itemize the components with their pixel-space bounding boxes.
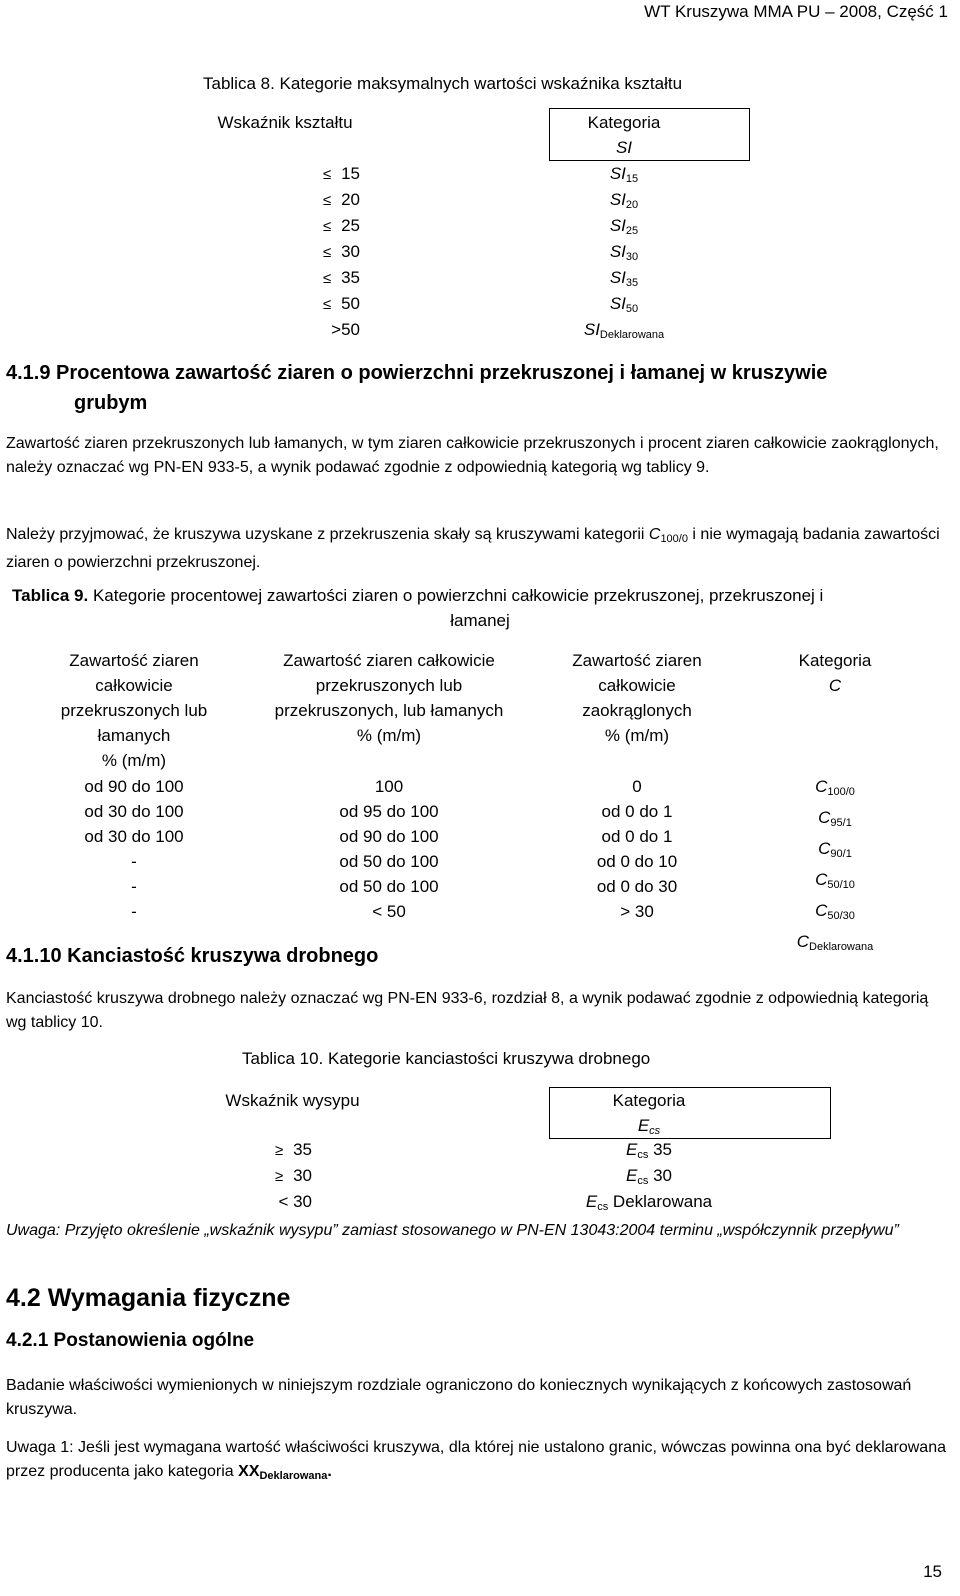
- table8-row-category: [549, 190, 699, 211]
- table9-col4-cell-2: [755, 836, 915, 867]
- table10-category-sub: cs: [637, 1149, 649, 1161]
- table9-col3-cell-1: od 0 do 1: [601, 802, 673, 821]
- table9-h1-line-3: łamanych: [97, 726, 171, 745]
- less-or-equal-icon: ≤: [322, 296, 332, 313]
- table8-row-category: [549, 164, 699, 185]
- table10-category-symbol: E: [585, 1192, 598, 1211]
- section-4-1-10-paragraph: Kanciastość kruszywa drobnego należy oznaczać wg PN-EN 933-6, rozdział 8, a wynik podawać zgodnie z odpowiednią kategorią wg tablicy 10.: [6, 990, 929, 1031]
- table10-category-sub: cs: [597, 1201, 609, 1213]
- table9-col1-cell-5: -: [131, 902, 137, 921]
- table8-value-text: 50: [341, 294, 360, 313]
- running-header: WT Kruszywa MMA PU – 2008, Część 1: [644, 2, 948, 21]
- table9-h2-line-0: Zawartość ziaren całkowicie: [283, 651, 495, 670]
- table9-col1-cell-0: od 90 do 100: [84, 777, 184, 796]
- table8-col1-header: Wskaźnik kształtu: [217, 113, 353, 132]
- table9-header-col1: [34, 648, 234, 773]
- table9-col1-cell-3: -: [131, 852, 137, 871]
- table10-category-symbol: E: [626, 1140, 638, 1159]
- table9-col4-cell-3: [755, 867, 915, 898]
- table8-category-symbol: SI: [583, 320, 600, 339]
- table8-category-symbol: SI: [609, 268, 626, 287]
- table8-row-category: [549, 268, 699, 289]
- table9-col4-cell-0: [755, 774, 915, 805]
- table9-col2-cell-2: od 90 do 100: [339, 827, 439, 846]
- table8-row-value: [200, 268, 360, 288]
- table9-category-sub: 90/1: [830, 848, 852, 860]
- table10-category-rest: 35: [648, 1140, 672, 1159]
- greater-or-equal-icon: ≥: [274, 1168, 284, 1185]
- table10-row-category: [549, 1140, 749, 1161]
- table8-row-category: [549, 320, 699, 341]
- table9-category-sub: 95/1: [830, 817, 852, 829]
- table9-header-col4: [755, 648, 915, 698]
- table9-caption-cont: łamanej: [450, 611, 510, 630]
- table8-row-category: [549, 242, 699, 263]
- table8-value-text: 15: [341, 164, 360, 183]
- table9-col1-cell-1: od 30 do 100: [84, 802, 184, 821]
- table8-category-symbol: SI: [609, 242, 626, 261]
- table9-col1-cell-4: -: [131, 877, 137, 896]
- table9-col3-cell-5: > 30: [620, 902, 654, 921]
- greater-or-equal-icon: ≥: [274, 1142, 284, 1159]
- table8-category-sub: 50: [625, 303, 639, 315]
- section-4-1-9-paragraph-2: Należy przyjmować, że kruszywa uzyskane z przekruszenia skały są kruszywami kategorii $C_{100/0}$ i nie wymagają badania zawartości ziaren o powierzchni przekruszonej.: [6, 526, 940, 571]
- table8-row-category: [549, 216, 699, 237]
- table9-col4-cell-1: [755, 805, 915, 836]
- section-4-2-heading: 4.2 Wymagania fizyczne: [6, 1284, 291, 1312]
- section-4-2-1-heading: 4.2.1 Postanowienia ogólne: [6, 1330, 255, 1351]
- table9-h4-line-1: C: [828, 676, 842, 695]
- table10-value-text: 35: [293, 1140, 312, 1159]
- table10-row-category: [549, 1166, 749, 1187]
- table8-category-symbol: SI: [609, 190, 626, 209]
- table9-col2-cell-5: < 50: [372, 902, 406, 921]
- table9-category-sub: 100/0: [827, 786, 855, 798]
- table10-category-rest: Deklarowana: [608, 1192, 713, 1211]
- section-4-2-1-paragraph-2: Uwaga 1: Jeśli jest wymagana wartość właściwości kruszywa, dla której nie ustalono granic, wówczas powinna ona być deklarowana przez producenta jako kategoria $XX_{Deklarowana}$.: [6, 1439, 946, 1482]
- less-or-equal-icon: ≤: [322, 192, 332, 209]
- table8-col2-header: Kategoria SI: [587, 113, 661, 157]
- table10-row-value: [200, 1140, 312, 1160]
- table8-value-text: >50: [331, 320, 360, 339]
- less-or-equal-icon: ≤: [322, 244, 332, 261]
- less-or-equal-icon: ≤: [322, 166, 332, 183]
- table9-category-symbol: C: [818, 808, 831, 827]
- section-4-1-9-heading-cont: grubym: [74, 392, 148, 414]
- table9-h2-line-3: % (m/m): [356, 726, 422, 745]
- table9-category-sub: Deklarowana: [809, 941, 874, 953]
- table10-caption: Tablica 10. Kategorie kanciastości kruszywa drobnego: [242, 1049, 651, 1068]
- table9-col4: [755, 774, 915, 960]
- table9-header-col3: [537, 648, 737, 748]
- table8-category-sub: 15: [625, 173, 639, 185]
- table9-col2-cell-4: od 50 do 100: [339, 877, 439, 896]
- table8-category-sub: 30: [625, 251, 639, 263]
- table9-category-symbol: C: [818, 839, 831, 858]
- table9-col3-cell-3: od 0 do 10: [596, 852, 678, 871]
- table8-row-value: [200, 164, 360, 184]
- table9-category-symbol: C: [796, 932, 810, 951]
- table10-category-symbol: E: [626, 1166, 638, 1185]
- table8-value-text: 20: [341, 190, 360, 209]
- table8-category-sub: Deklarowana: [599, 329, 665, 341]
- table8-value-text: 30: [341, 242, 360, 261]
- table10-category-rest: 30: [648, 1166, 672, 1185]
- table9-col3-cell-2: od 0 do 1: [601, 827, 673, 846]
- table8-category-sub: 20: [625, 199, 639, 211]
- section-4-2-1-paragraph-1: Badanie właściwości wymienionych w niniejszym rozdziale ograniczono do koniecznych wynikających z końcowych zastosowań kruszywa.: [6, 1377, 912, 1418]
- table9-col2: [249, 774, 529, 924]
- table9-col1-cell-2: od 30 do 100: [84, 827, 184, 846]
- table10-value-text: < 30: [278, 1192, 312, 1211]
- table9-category-symbol: C: [815, 901, 828, 920]
- table8-row-value: [200, 216, 360, 236]
- table9-caption: Tablica 9. Kategorie procentowej zawartości ziaren o powierzchni całkowicie przekruszonej, przekruszonej i: [12, 586, 824, 605]
- table8-category-symbol: SI: [609, 164, 626, 183]
- table9-header-col2: [249, 648, 529, 748]
- table9-category-symbol: C: [815, 777, 828, 796]
- table9-h4-line-0: Kategoria: [798, 651, 872, 670]
- table9-col4-cell-5: [755, 929, 915, 960]
- table8-category-sub: 25: [625, 225, 639, 237]
- table9-h1-line-1: całkowicie: [95, 676, 173, 695]
- table9-category-sub: 50/30: [827, 910, 855, 922]
- table8-caption: Tablica 8. Kategorie maksymalnych wartości wskaźnika kształtu: [203, 74, 683, 93]
- table8-row-value: [200, 294, 360, 314]
- table9-h3-line-0: Zawartość ziaren: [572, 651, 702, 670]
- table9-h1-line-2: przekruszonych lub: [60, 701, 208, 720]
- table9-category-symbol: C: [815, 870, 828, 889]
- table8-category-symbol: SI: [609, 216, 626, 235]
- table9-col2-cell-0: 100: [374, 777, 404, 796]
- table8-value-text: 25: [341, 216, 360, 235]
- table9-col3: [537, 774, 737, 924]
- table9-col3-cell-0: 0: [632, 777, 642, 796]
- table9-category-sub: 50/10: [827, 879, 855, 891]
- table8-category-symbol: SI: [609, 294, 626, 313]
- table9-h3-line-1: całkowicie: [598, 676, 676, 695]
- table10-row-category: [549, 1192, 749, 1213]
- table9-col2-cell-3: od 50 do 100: [339, 852, 439, 871]
- table10-col1-header: Wskaźnik wysypu: [225, 1091, 360, 1110]
- table9-h3-line-3: % (m/m): [604, 726, 670, 745]
- table9-col3-cell-4: od 0 do 30: [596, 877, 678, 896]
- table8-row-value: [200, 242, 360, 262]
- table9-col4-cell-4: [755, 898, 915, 929]
- table8-value-text: 35: [341, 268, 360, 287]
- page-number: 15: [923, 1562, 942, 1581]
- note-paragraph: Uwaga: Przyjęto określenie „wskaźnik wysypu” zamiast stosowanego w PN-EN 13043:2004 terminu „współczynnik przepływu”: [6, 1222, 899, 1239]
- table8-row-category: [549, 294, 699, 315]
- table10-col2-header: Kategoria $E_{cs}$: [612, 1091, 686, 1137]
- table9-col2-cell-1: od 95 do 100: [339, 802, 439, 821]
- table8-row-value: [200, 320, 360, 340]
- section-4-1-10-heading: 4.1.10 Kanciastość kruszywa drobnego: [6, 945, 379, 967]
- table9-col1: [34, 774, 234, 924]
- table10-category-sub: cs: [637, 1175, 649, 1187]
- less-or-equal-icon: ≤: [322, 218, 332, 235]
- table10-row-value: [200, 1166, 312, 1186]
- less-or-equal-icon: ≤: [322, 270, 332, 287]
- table10-row-value: [200, 1192, 312, 1212]
- table9-h1-line-4: % (m/m): [101, 751, 167, 770]
- table8-row-value: [200, 190, 360, 210]
- section-4-1-9-heading: 4.1.9 Procentowa zawartość ziaren o powierzchni przekruszonej i łamanej w kruszywie: [6, 362, 828, 384]
- table9-h1-line-0: Zawartość ziaren: [69, 651, 199, 670]
- table10-value-text: 30: [293, 1166, 312, 1185]
- table8-category-sub: 35: [625, 277, 639, 289]
- table9-h2-line-2: przekruszonych, lub łamanych: [274, 701, 504, 720]
- section-4-1-9-paragraph-1: Zawartość ziaren przekruszonych lub łamanych, w tym ziaren całkowicie przekruszonych i procent ziaren całkowicie zaokrąglonych, należy oznaczać wg PN-EN 933-5, a wynik podawać zgodnie z odpowiednią kategorią wg tablicy 9.: [6, 435, 939, 476]
- table9-h2-line-1: przekruszonych lub: [315, 676, 463, 695]
- table9-h3-line-2: zaokrąglonych: [582, 701, 692, 720]
